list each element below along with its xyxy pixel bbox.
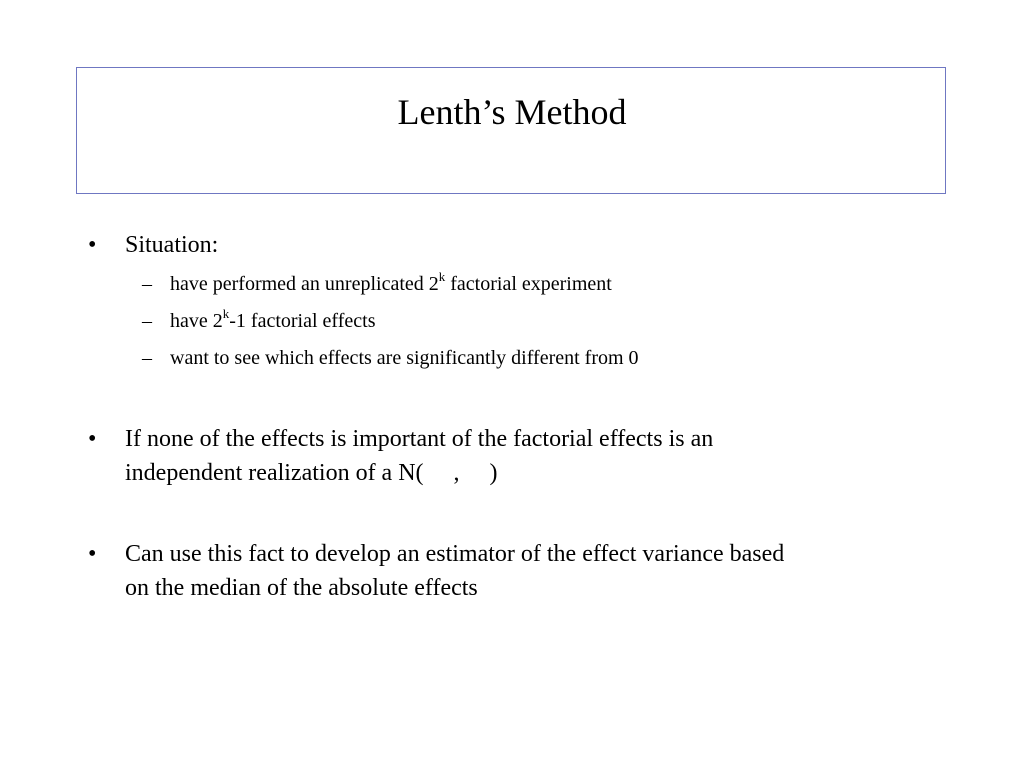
sub-bullet-marker: – [142, 347, 152, 369]
bullet-text-line: on the median of the absolute effects [125, 575, 478, 601]
bullet-text-line: independent realization of a N( , ) [125, 460, 498, 486]
bullet-marker: • [88, 232, 97, 258]
bullet-text: Situation: [125, 232, 219, 258]
sub-bullet-text: have 2$^k$-1 factorial effects [170, 306, 376, 332]
slide-title: Lenth’s Method [397, 92, 627, 132]
sub-bullet-marker: – [142, 310, 152, 332]
bullet-marker: • [88, 541, 97, 567]
sub-bullet-text: have performed an unreplicated 2$^k$ factorial experiment [170, 269, 612, 295]
bullet-text-line: If none of the effects is important of the factorial effects is an [125, 426, 714, 452]
bullet-text-line: Can use this fact to develop an estimator of the effect variance based [125, 541, 785, 567]
bullet-marker: • [88, 426, 97, 452]
sub-bullet-text: want to see which effects are significantly different from 0 [170, 347, 639, 369]
sub-bullet-marker: – [142, 273, 152, 295]
